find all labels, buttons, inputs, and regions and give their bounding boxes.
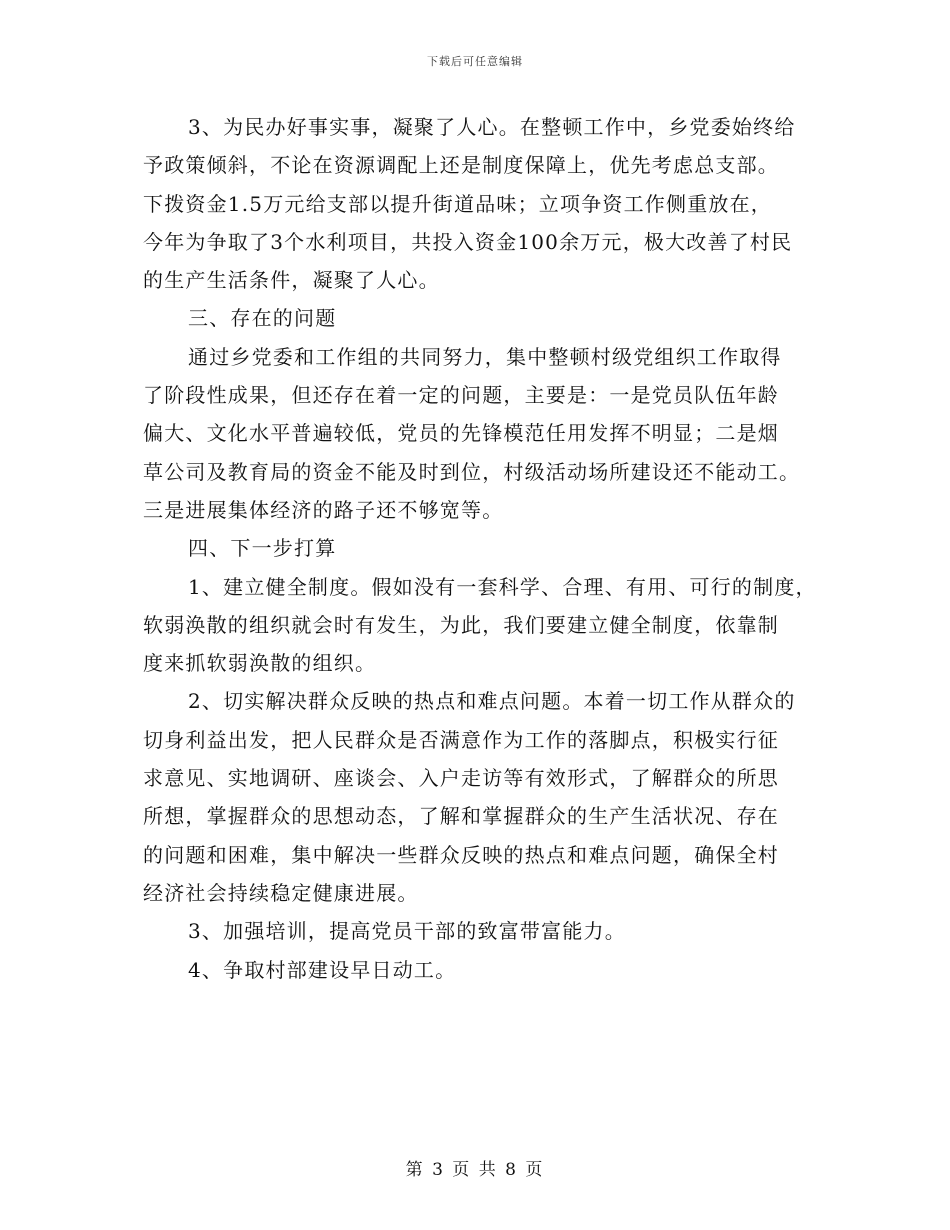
document-body bbox=[143, 108, 823, 989]
text-line: 2、切实解决群众反映的热点和难点问题。本着一切工作从群众的 bbox=[188, 689, 796, 714]
text-line: 通过乡党委和工作组的共同努力，集中整顿村级党组织工作取得 bbox=[188, 344, 782, 369]
text-line: 下拨资金1.5万元给支部以提升街道品味；立项争资工作侧重放在， bbox=[143, 191, 773, 216]
text-line: 的生产生活条件，凝聚了人心。 bbox=[143, 268, 440, 293]
section-heading: 四、下一步打算 bbox=[188, 536, 337, 561]
page-footer: 第 3 页 共 8 页 bbox=[405, 1160, 545, 1180]
text-line: 度来抓软弱涣散的组织。 bbox=[143, 651, 377, 676]
text-line: 4、争取村部建设早日动工。 bbox=[188, 957, 457, 982]
text-line: 1、建立健全制度。假如没有一套科学、合理、有用、可行的制度， bbox=[188, 574, 817, 599]
text-line: 所想，掌握群众的思想动态，了解和掌握群众的生产生活状况、存在 bbox=[143, 804, 779, 829]
page-header: 下载后可任意编辑 bbox=[427, 55, 523, 68]
text-line: 予政策倾斜，不论在资源调配上还是制度保障上，优先考虑总支部。 bbox=[143, 153, 779, 178]
text-line: 草公司及教育局的资金不能及时到位，村级活动场所建设还不能动工。 bbox=[143, 459, 801, 484]
text-line: 切身利益出发，把人民群众是否满意作为工作的落脚点，积极实行征 bbox=[143, 727, 779, 752]
text-line: 3、加强培训，提高党员干部的致富带富能力。 bbox=[188, 919, 626, 944]
text-line: 软弱涣散的组织就会时有发生，为此，我们要建立健全制度，依靠制 bbox=[143, 612, 779, 637]
text-line: 3、为民办好事实事，凝聚了人心。在整顿工作中，乡党委始终给 bbox=[188, 115, 796, 139]
text-line: 偏大、文化水平普遍较低，党员的先锋模范任用发挥不明显；二是烟 bbox=[143, 421, 779, 446]
text-line: 了阶段性成果，但还存在着一定的问题，主要是：一是党员队伍年龄 bbox=[143, 383, 779, 408]
text-line: 的问题和困难，集中解决一些群众反映的热点和难点问题，确保全村 bbox=[143, 842, 779, 867]
text-line: 求意见、实地调研、座谈会、入户走访等有效形式，了解群众的所思 bbox=[143, 766, 779, 791]
text-line: 今年为争取了3个水利项目，共投入资金100余万元，极大改善了村民 bbox=[143, 229, 793, 254]
text-line: 经济社会持续稳定健康进展。 bbox=[143, 880, 419, 905]
section-heading: 三、存在的问题 bbox=[188, 306, 337, 331]
text-line: 三是进展集体经济的路子还不够宽等。 bbox=[143, 497, 504, 522]
